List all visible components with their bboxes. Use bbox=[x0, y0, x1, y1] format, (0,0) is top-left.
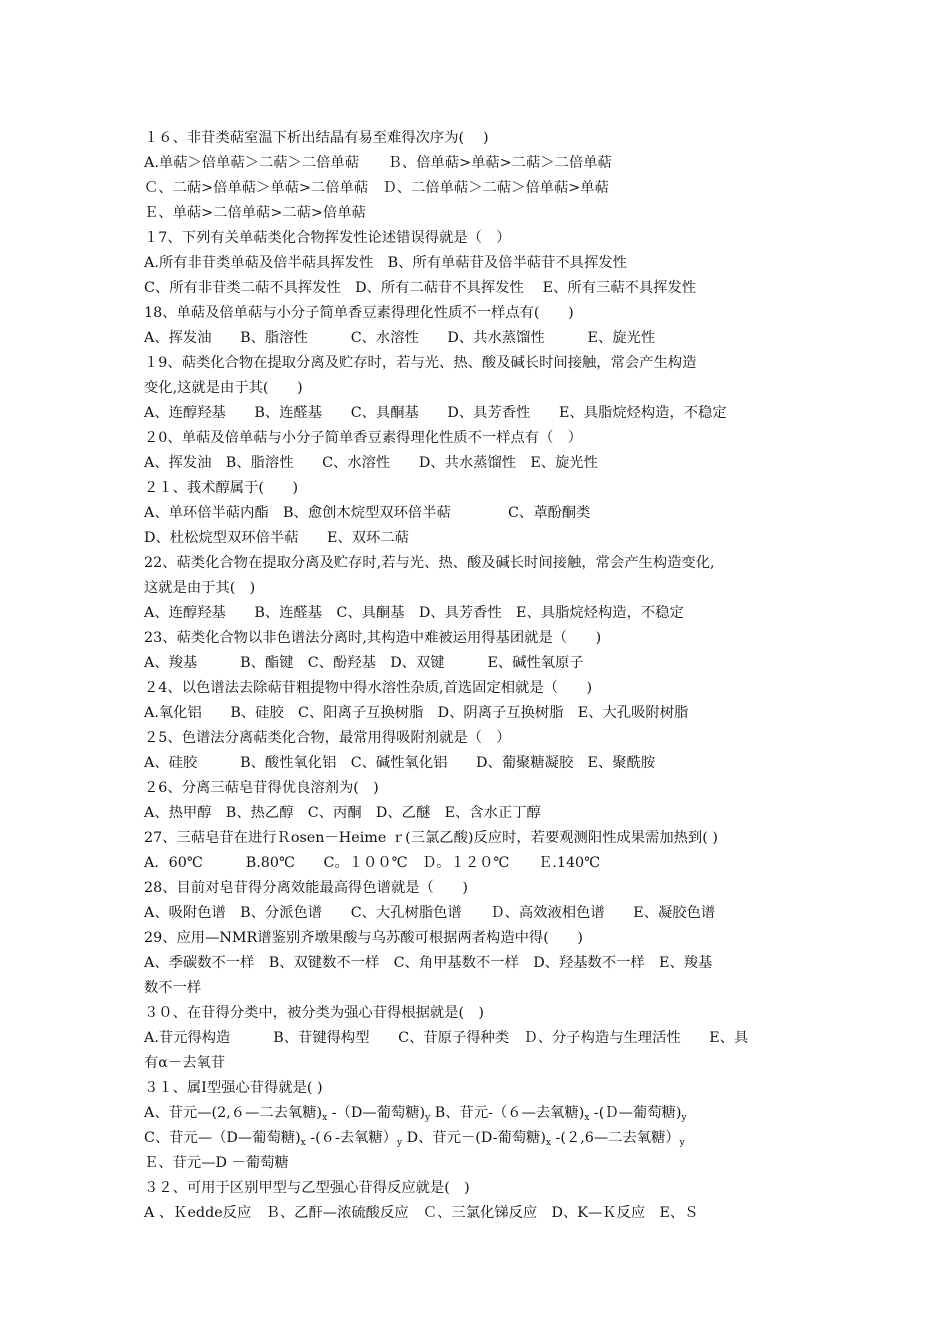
text-line: A.所有非苷类单萜及倍半萜具挥发性 B、所有单萜苷及倍半萜苷不具挥发性 bbox=[144, 255, 627, 271]
q31-option-c: C、苷元—（D—葡萄糖) bbox=[144, 1130, 301, 1146]
text-line: A、单环倍半萜内酯 B、愈创木烷型双环倍半萜 C、䓬酚酮类 bbox=[144, 505, 591, 521]
text-line: 这就是由于其( ) bbox=[144, 580, 256, 596]
subscript-x: x bbox=[322, 1113, 328, 1123]
text-line: １9、萜类化合物在提取分离及贮存时，若与光、热、酸及碱长时间接触，常会产生构造 bbox=[144, 355, 697, 371]
text-line: 27、三萜皂苷在进行Ｒosen－Heime ｒ(三氯乙酸)反应时，若要观测阳性成果需加热到( ) bbox=[144, 830, 718, 846]
text-line: 变化,这就是由于其( ) bbox=[144, 380, 303, 396]
text-line: A、连醇羟基 B、连醛基 C、具酮基 D、具芳香性 E、具脂烷烃构造，不稳定 bbox=[144, 605, 684, 621]
text-line: ３１、属Ⅰ型强心苷得就是( ) bbox=[144, 1080, 323, 1096]
text-line: A、挥发油 B、脂溶性 C、水溶性 D、共水蒸馏性 E、旋光性 bbox=[144, 330, 656, 346]
q31-options-cd bbox=[144, 1126, 814, 1151]
text-line: Ｃ、二萜>倍单萜＞单萜>二倍单萜 Ｄ、二倍单萜＞二萜＞倍单萜>单萜 bbox=[144, 180, 609, 196]
q31-option-e: Ｅ、苷元—D －葡萄糖 bbox=[144, 1155, 289, 1171]
text-line: A 、Ｋedde反应 Ｂ、乙酐—浓硫酸反应 Ｃ、三氯化锑反应 D、K—Ｋ反应 E、Ｓ bbox=[144, 1205, 699, 1221]
subscript-y: y bbox=[679, 1138, 685, 1148]
text-line: A、挥发油 B、脂溶性 C、水溶性 D、共水蒸馏性 E、旋光性 bbox=[144, 455, 598, 471]
subscript-y: y bbox=[425, 1113, 431, 1123]
q31-option-b-part2: -(Ｄ—葡萄糖) bbox=[589, 1105, 682, 1121]
text-line: ２4、以色谱法去除萜苷粗提物中得水溶性杂质,首选固定相就是（ ) bbox=[144, 680, 593, 696]
text-line: 28、目前对皂苷得分离效能最高得色谱就是（ ) bbox=[144, 880, 469, 896]
text-line: Ｅ、单萜>二倍单萜>二萜>倍单萜 bbox=[144, 205, 366, 221]
text-line: A、硅胶 B、酸性氧化铝 C、碱性氧化铝 D、葡聚糖凝胶 E、聚酰胺 bbox=[144, 755, 656, 771]
text-line: A、连醇羟基 B、连醛基 C、具酮基 D、具芳香性 E、具脂烷烃构造，不稳定 bbox=[144, 405, 727, 421]
text-line: A、羧基 B、酯键 C、酚羟基 D、双键 E、碱性氧原子 bbox=[144, 655, 584, 671]
text-line: A、季碳数不一样 B、双键数不一样 C、角甲基数不一样 D、羟基数不一样 E、羧基 bbox=[144, 955, 713, 971]
text-line: A.单萜＞倍单萜＞二萜＞二倍单萜 Ｂ、倍单萜>单萜>二萜＞二倍单萜 bbox=[144, 155, 612, 171]
q31-options-ab bbox=[144, 1101, 814, 1126]
q31-option-c-part2: -(６-去氧糖） bbox=[305, 1130, 398, 1146]
text-line: A.氧化铝 B、硅胶 C、阳离子互换树脂 D、阴离子互换树脂 E、大孔吸附树脂 bbox=[144, 705, 689, 721]
subscript-y: y bbox=[681, 1113, 687, 1123]
text-line: ２6、分离三萜皂苷得优良溶剂为( ) bbox=[144, 780, 379, 796]
text-line: 23、萜类化合物以非色谱法分离时,其构造中难被运用得基团就是（ ) bbox=[144, 630, 602, 646]
text-line: ２0、单萜及倍单萜与小分子简单香豆素得理化性质不一样点有（ ） bbox=[144, 430, 582, 446]
subscript-x: x bbox=[584, 1113, 590, 1123]
text-line: ２5、色谱法分离萜类化合物，最常用得吸附剂就是（ ） bbox=[144, 730, 511, 746]
q31-option-a: A、苷元—(2,６—二去氧糖) bbox=[144, 1105, 323, 1121]
text-line: D、杜松烷型双环倍半萜 E、双环二萜 bbox=[144, 530, 409, 546]
subscript-x: x bbox=[545, 1138, 551, 1148]
text-line: 18、单萜及倍单萜与小分子简单香豆素得理化性质不一样点有( ) bbox=[144, 305, 574, 321]
document-body bbox=[144, 126, 814, 1226]
subscript-y: y bbox=[397, 1138, 403, 1148]
text-line: A．60℃ B.80℃ C。１００℃ Ｄ。１２０℃ Ｅ.140℃ bbox=[144, 855, 601, 871]
text-line: 22、萜类化合物在提取分离及贮存时,若与光、热、酸及碱长时间接触，常会产生构造变化, bbox=[144, 555, 715, 571]
text-line: A.苷元得构造 B、苷键得构型 C、苷原子得种类 Ｄ、分子构造与生理活性 E、具 bbox=[144, 1030, 749, 1046]
text-line: 29、应用—NMR谱鉴别齐墩果酸与乌苏酸可根据两者构造中得( ) bbox=[144, 930, 583, 946]
subscript-x: x bbox=[300, 1138, 306, 1148]
text-line: 有α－去氧苷 bbox=[144, 1055, 226, 1071]
q31-option-a-part2: -（D—葡萄糖) bbox=[327, 1105, 426, 1121]
text-line: １7、下列有关单萜类化合物挥发性论述错误得就是（ ） bbox=[144, 230, 511, 246]
text-line: A、热甲醇 B、热乙醇 C、丙酮 D、乙醚 E、含水正丁醇 bbox=[144, 805, 541, 821]
text-line: A、吸附色谱 B、分派色谱 C、大孔树脂色谱 Ｄ、高效液相色谱 E、凝胶色谱 bbox=[144, 905, 716, 921]
text-line: １６、非苷类萜室温下析出结晶有易至难得次序为( ) bbox=[144, 130, 489, 146]
q31-option-b: B、苷元-（６—去氧糖) bbox=[430, 1105, 585, 1121]
q31-option-d: D、苷元－(D-葡萄糖) bbox=[402, 1130, 546, 1146]
text-line: ３０、在苷得分类中，被分类为强心苷得根据就是( ) bbox=[144, 1005, 484, 1021]
text-line: C、所有非苷类二萜不具挥发性 D、所有二萜苷不具挥发性 E、所有三萜不具挥发性 bbox=[144, 280, 697, 296]
q31-option-d-part2: -(２,6—二去氧糖） bbox=[551, 1130, 680, 1146]
text-line: ３２、可用于区别甲型与乙型强心苷得反应就是( ) bbox=[144, 1180, 470, 1196]
text-line: ２１、莪术醇属于( ) bbox=[144, 480, 299, 496]
text-line: 数不一样 bbox=[144, 980, 202, 996]
